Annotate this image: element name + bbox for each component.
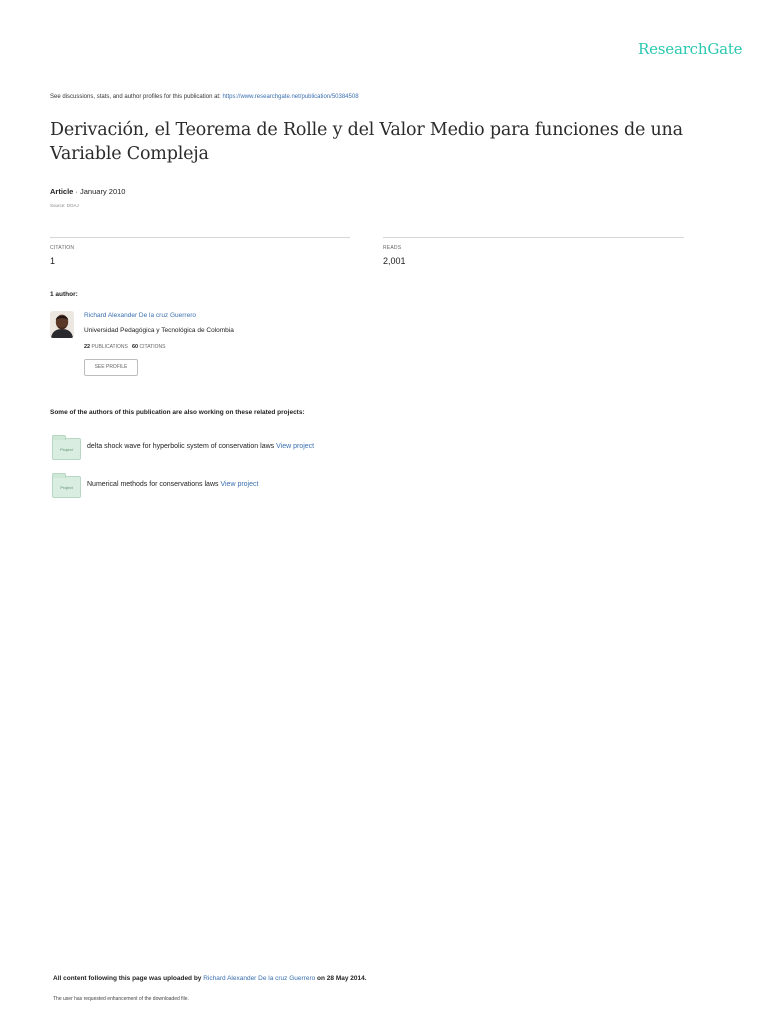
view-project-link[interactable]: View project	[276, 443, 315, 450]
upload-notice-suffix: on 28 May 2014.	[315, 975, 367, 982]
project-item	[87, 443, 314, 450]
view-project-link[interactable]: View project	[220, 481, 259, 488]
author-name-link[interactable]: Richard Alexander De la cruz Guerrero	[84, 312, 196, 319]
uploader-link[interactable]: Richard Alexander De la cruz Guerrero	[203, 975, 316, 982]
publication-date: January 2010	[80, 187, 126, 196]
publication-meta	[50, 187, 125, 196]
author-photo	[50, 311, 74, 338]
publication-title: Derivación, el Teorema de Rolle y del Valor Medio para funciones de una Variable Compleja	[50, 120, 683, 164]
authors-heading: 1 author:	[50, 291, 78, 298]
publication-source: Source: DOAJ	[50, 203, 79, 208]
publication-url-link[interactable]: https://www.researchgate.net/publication/50384508	[222, 94, 359, 100]
author-citations-label: CITATIONS	[139, 344, 166, 350]
intro-line	[50, 94, 359, 100]
reads-count: 2,001	[383, 256, 406, 266]
reads-label: READS	[383, 245, 402, 251]
citation-label: CITATION	[50, 245, 75, 251]
upload-notice	[53, 975, 367, 982]
author-stats	[84, 344, 165, 350]
meta-separator: ·	[73, 187, 81, 196]
citation-count: 1	[50, 256, 56, 266]
see-profile-button[interactable]: SEE PROFILE	[84, 359, 138, 376]
project-item	[87, 481, 258, 488]
publication-type: Article	[50, 187, 74, 196]
related-projects-heading: Some of the authors of this publication are also working on these related projects:	[50, 409, 305, 416]
upload-notice-prefix: All content following this page was uploaded by	[53, 975, 204, 982]
project-folder-icon: Project	[52, 438, 81, 460]
project-title: Numerical methods for conservations laws	[87, 481, 219, 488]
author-citations-count: 60	[132, 344, 139, 350]
project-title: delta shock wave for hyperbolic system of conservation laws	[87, 443, 275, 450]
author-publications-label: PUBLICATIONS	[91, 344, 128, 350]
stats-divider-left	[50, 237, 350, 238]
project-folder-icon: Project	[52, 476, 81, 498]
intro-text: See discussions, stats, and author profiles for this publication at:	[50, 94, 223, 100]
author-publications-count: 22	[84, 344, 91, 350]
author-institution: Universidad Pedagógica y Tecnológica de Colombia	[84, 327, 234, 334]
researchgate-logo[interactable]: ResearchGate	[638, 40, 743, 58]
author-avatar[interactable]	[50, 311, 74, 338]
enhancement-note: The user has requested enhancement of the downloaded file.	[53, 996, 189, 1002]
stats-divider-right	[383, 237, 684, 238]
